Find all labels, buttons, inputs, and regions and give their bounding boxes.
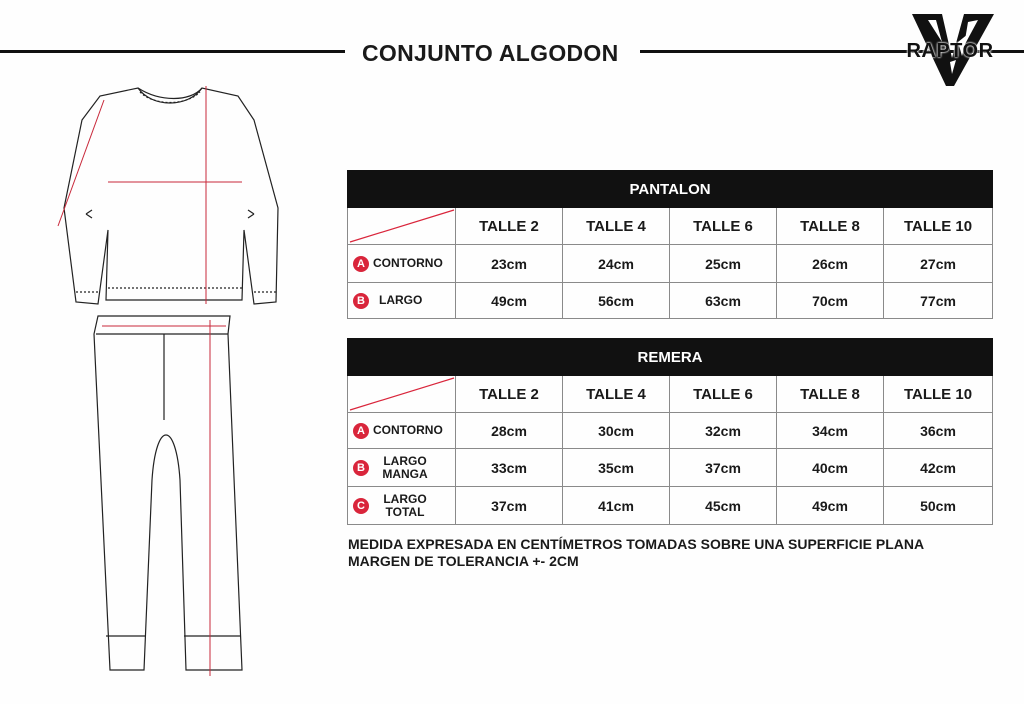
value-cell: 49cm [456,283,563,319]
table-row [348,245,993,283]
table-row [348,449,993,487]
header-rule-left [0,50,345,53]
remera-table [347,338,993,525]
remera-size-header: TALLE 2 [456,376,563,413]
value-cell: 30cm [563,413,670,449]
row-label: LARGO [383,491,427,506]
value-cell: 42cm [884,449,993,487]
row-label: LARGO [383,453,427,468]
value-cell: 50cm [884,487,993,525]
shirt-measure-lines [58,86,242,304]
badge-b-icon: B [353,460,369,476]
remera-size-header: TALLE 6 [670,376,777,413]
value-cell: 23cm [456,245,563,283]
value-cell: 27cm [884,245,993,283]
pantalon-title: PANTALON [348,171,993,208]
garment-sketch [40,80,300,680]
pantalon-size-header: TALLE 6 [670,208,777,245]
row-label: LARGO [379,293,423,307]
value-cell: 41cm [563,487,670,525]
remera-size-header: TALLE 4 [563,376,670,413]
badge-b-icon: B [353,293,369,309]
note-line-2: MARGEN DE TOLERANCIA +- 2CM [348,553,579,569]
value-cell: 34cm [777,413,884,449]
badge-a-icon: A [353,256,369,272]
badge-a-icon: A [353,423,369,439]
value-cell: 28cm [456,413,563,449]
diagonal-divider [348,376,456,412]
row-label: CONTORNO [373,256,443,270]
value-cell: 32cm [670,413,777,449]
page-title: CONJUNTO ALGODON [362,40,619,66]
value-cell: 40cm [777,449,884,487]
value-cell: 49cm [777,487,884,525]
value-cell: 77cm [884,283,993,319]
logo-text: RAPTOR [906,40,994,62]
row-label: CONTORNO [373,423,443,437]
value-cell: 37cm [670,449,777,487]
row-label-line2: TOTAL [385,504,425,519]
pantalon-size-header: TALLE 4 [563,208,670,245]
diagonal-divider [348,208,456,244]
table-row [348,487,993,525]
value-cell: 36cm [884,413,993,449]
table-row [348,283,993,319]
value-cell: 26cm [777,245,884,283]
value-cell: 24cm [563,245,670,283]
value-cell: 25cm [670,245,777,283]
badge-c-icon: C [353,498,369,514]
value-cell: 35cm [563,449,670,487]
value-cell: 37cm [456,487,563,525]
pantalon-table [347,170,993,319]
pantalon-size-header: TALLE 2 [456,208,563,245]
value-cell: 70cm [777,283,884,319]
pantalon-size-header: TALLE 10 [884,208,993,245]
row-label-line2: MANGA [382,466,428,481]
note-line-1: MEDIDA EXPRESADA EN CENTÍMETROS TOMADAS SOBRE UNA SUPERFICIE PLANA [348,536,925,552]
measurement-note [348,536,924,570]
pants-drawing [94,316,242,670]
remera-size-header: TALLE 8 [777,376,884,413]
pantalon-size-header: TALLE 8 [777,208,884,245]
remera-size-header: TALLE 10 [884,376,993,413]
value-cell: 56cm [563,283,670,319]
value-cell: 63cm [670,283,777,319]
value-cell: 33cm [456,449,563,487]
remera-corner-cell [348,376,456,413]
value-cell: 45cm [670,487,777,525]
pantalon-corner-cell [348,208,456,245]
brand-logo [898,12,1002,88]
table-row [348,413,993,449]
remera-title: REMERA [348,339,993,376]
